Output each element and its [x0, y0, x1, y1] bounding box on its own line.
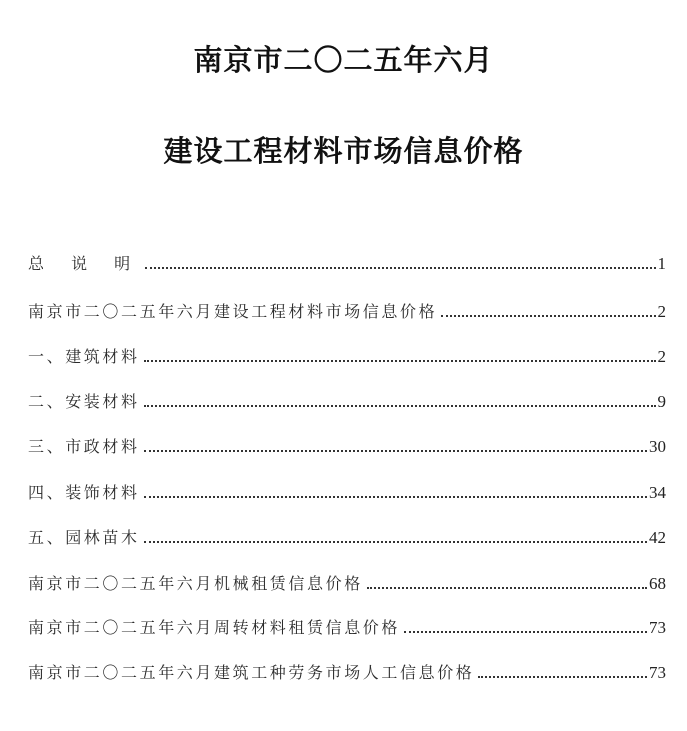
toc-dot-leader — [144, 450, 647, 452]
toc-entry-page: 68 — [649, 574, 666, 593]
toc-dot-leader — [441, 315, 655, 317]
toc-entry-page: 2 — [657, 347, 666, 366]
document-title-line-1: 南京市二〇二五年六月 — [193, 43, 494, 77]
toc-entry-page: 30 — [649, 437, 666, 456]
toc-entry-label: 三、市政材料 — [28, 437, 140, 456]
toc-entry-label: 一、建筑材料 — [28, 347, 140, 366]
toc-entry-label: 二、安装材料 — [28, 392, 140, 411]
toc-entry-label: 四、装饰材料 — [28, 483, 140, 502]
toc-entry-municipal-materials[interactable] — [28, 427, 666, 457]
toc-entry-label: 南京市二〇二五年六月周转材料租赁信息价格 — [28, 618, 401, 637]
toc-entry-label: 南京市二〇二五年六月机械租赁信息价格 — [28, 574, 363, 593]
toc-entry-general-notes[interactable] — [28, 244, 666, 274]
toc-entry-page: 73 — [649, 618, 666, 637]
toc-dot-leader — [367, 587, 647, 589]
toc-entry-page: 42 — [649, 528, 666, 547]
toc-entry-label: 南京市二〇二五年六月建设工程材料市场信息价格 — [28, 302, 438, 321]
toc-entry-decoration-materials[interactable] — [28, 473, 666, 503]
toc-entry-page: 1 — [657, 254, 666, 273]
toc-dot-leader — [404, 631, 647, 633]
toc-dot-leader — [145, 267, 655, 269]
toc-entry-page: 73 — [649, 663, 666, 682]
toc-entry-page: 2 — [657, 302, 666, 321]
toc-dot-leader — [144, 405, 656, 407]
toc-entry-label: 五、园林苗木 — [28, 528, 140, 547]
toc-entry-landscaping-seedlings[interactable] — [28, 518, 666, 548]
toc-entry-machinery-rental[interactable] — [28, 564, 666, 594]
toc-entry-turnover-materials-rental[interactable] — [28, 608, 666, 638]
toc-entry-building-materials[interactable] — [28, 337, 666, 367]
toc-entry-labor-prices[interactable] — [28, 653, 666, 683]
toc-dot-leader — [144, 496, 647, 498]
toc-dot-leader — [478, 676, 647, 678]
toc-dot-leader — [144, 541, 647, 543]
document-title-line-2: 建设工程材料市场信息价格 — [163, 134, 524, 168]
toc-entry-label: 总 说 明 — [28, 254, 142, 273]
toc-entry-label: 南京市二〇二五年六月建筑工种劳务市场人工信息价格 — [28, 663, 475, 682]
toc-dot-leader — [144, 360, 656, 362]
toc-entry-page: 9 — [657, 392, 666, 411]
toc-entry-page: 34 — [649, 483, 666, 502]
toc-entry-installation-materials[interactable] — [28, 382, 666, 412]
toc-entry-material-prices[interactable] — [28, 292, 666, 322]
